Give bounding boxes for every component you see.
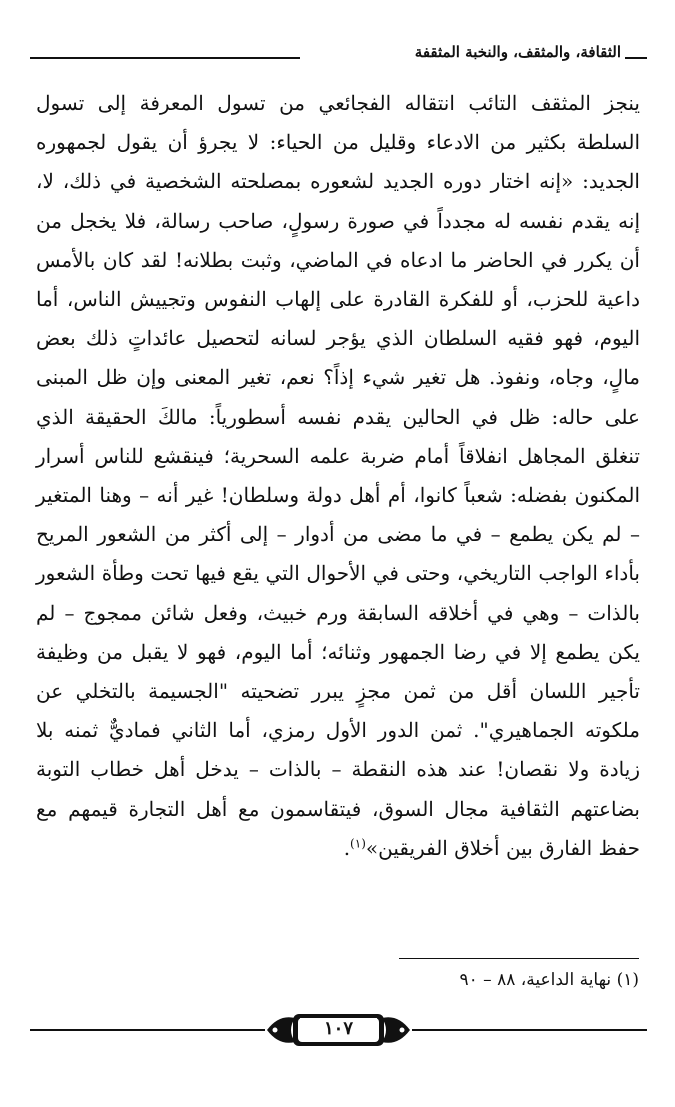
page-number-ornament [30, 1010, 647, 1050]
header-rule-left [30, 57, 300, 59]
page-number: ١٠٧ [300, 1018, 377, 1039]
footnote-marker: (١) [350, 836, 366, 851]
running-header-title: الثقافة، والمثقف، والنخبة المثقفة [414, 43, 621, 61]
header-rule-right [625, 57, 647, 59]
ornament-rule-left [30, 1029, 265, 1031]
footnote-separator [399, 958, 639, 959]
running-header [30, 40, 647, 70]
body-text: ينجز المثقف التائب انتقاله الفجائعي من تسول المعرفة إلى تسول السلطة بكثير من الادعاء وقليل من الحياء: لا يجرؤ أن يقول لجمهوره الجديد: «إنه اختار دوره الجديد لشعوره بمصلحته الشخصية في ذلك، لا، إنه يقدم نفسه له مجدداً في صورة رسولٍ، صاحب رسالة، فلا يخجل من أن يكرر في الحاضر ما ادعاه في الماضي، وثبت بطلانه! لقد كان بالأمس داعية للحزب، أو للفكرة القادرة على إلهاب النفوس وتجييش الناس، أما اليوم، فهو فقيه السلطان الذي يؤجر لسانه لتحصيل عائداتٍ ذلك بعض مالٍ، وجاه، ونفوذ. هل تغير شيء إذاً؟ نعم، تغير المعنى وإن ظل المبنى على حاله: ظل في الحالين يقدم نفسه أسطورياً: مالكَ الحقيقة الذي تنغلق المجاهل انفلاقاً أمام ضربة علمه السحرية؛ فينقشع للناس أسرار المكنون بفضله: شعباً كانوا، أم أهل دولة وسلطان! غير أنه – وهنا المتغير – لم يكن يطمع – في ما مضى من أدوار – إلى أكثر من الشعور المريح بأداء الواجب التاريخي، وحتى في الأحوال التي يقع فيها تحت وطأة الشعور بالذات – وهي في أخلاقه السابقة ورم خبيث، وفعل شائن ممجوج – لم يكن يطمع إلا في رضا الجمهور وثنائه؛ أما اليوم، فهو لا يقبل من وظيفة تأجير اللسان أقل من ثمن مجزٍ يبرر تضحيته "الجسيمة بالتخلي عن ملكوته الجماهيري". ثمن الدور الأول رمزي، أما الثاني فماديٌّ ثمنه بلا زيادة ولا نقصان! عند هذه النقطة – بالذات – يدخل أهل خطاب التوبة بضاعتهم الثقافية مجال السوق، فيتقاسمون مع أهل التجارة قيمهم مع حفظ الفارق بين أخلاق الفريقين» [36, 91, 640, 860]
footnote: (١) نهاية الداعية، ٨٨ – ٩٠ [459, 970, 639, 990]
body-paragraph [36, 84, 640, 868]
body-end-mark: . [343, 835, 351, 860]
ornament-rule-right [412, 1029, 647, 1031]
